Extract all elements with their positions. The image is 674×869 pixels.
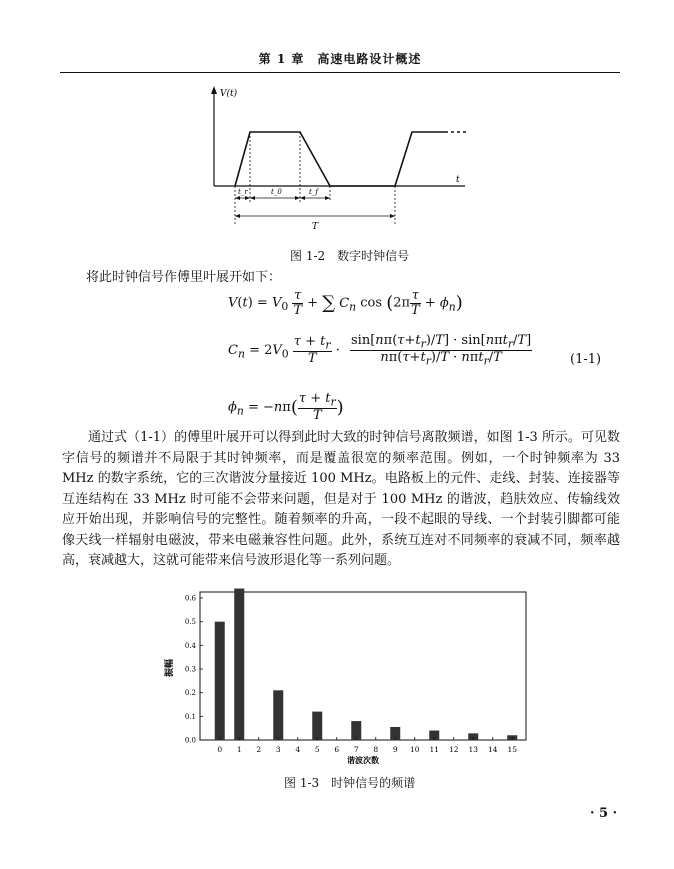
- equation-phi: $\phi_n = -n\pi$( $\frac{\tau + t_r}{T}$ ): [228, 391, 344, 423]
- y-tick-label: 0.2: [184, 689, 196, 698]
- x-tick-label: 15: [507, 745, 518, 754]
- spectrum-bar: [215, 622, 225, 740]
- header-rule: [60, 72, 620, 73]
- rise-time-label: t_r: [238, 188, 248, 196]
- figure-3-caption: 图 1-3 时钟信号的频谱: [284, 776, 416, 790]
- fall-time-label: t_f: [309, 188, 318, 196]
- y-tick-label: 0.0: [184, 736, 196, 745]
- y-tick-label: 0.1: [184, 712, 196, 721]
- chapter-header: 第 1 章 高速电路设计概述: [258, 52, 422, 66]
- x-tick-label: 14: [487, 745, 498, 754]
- high-time-label: t_0: [271, 188, 282, 196]
- x-axis-label: t: [456, 175, 460, 185]
- x-tick-label: 10: [409, 745, 420, 754]
- y-axis-title: 振幅: [165, 658, 175, 678]
- equation-number: (1-1): [570, 352, 602, 367]
- figure-2-caption: 图 1-2 数字时钟信号: [290, 249, 410, 263]
- spectrum-chart: [160, 588, 540, 768]
- equation-v: $V(t) = V_0$ $\frac{\tau}{T}$ + ∑ $C_n$ cos (2π $\frac{\tau}{T}$ + $\phi_n$): [228, 288, 463, 318]
- x-tick-label: 4: [295, 745, 301, 754]
- equation-cn: $C_n = 2V_0$ $\frac{\tau + t_r}{T}$ · $\frac{\sin[n\pi(\tau+t_r)/T] \cdot \sin[n\pi t_r/T]}{n\pi(\tau+t_r)/T \cdot n\pi t_r/T}$: [228, 333, 532, 368]
- plot-frame: [200, 592, 526, 740]
- spectrum-bar: [234, 589, 244, 740]
- x-tick-label: 13: [468, 745, 479, 754]
- y-tick-label: 0.6: [184, 594, 196, 603]
- body-paragraph: 通过式（1-1）的傅里叶展开可以得到此时大致的时钟信号离散频谱，如图 1-3 所示。可见数字信号的频谱并不局限于其时钟频率，而是覆盖很宽的频率范围。例如，一个时钟频率为 33 MHz 的数字系统，它的三次谐波分量接近 100 MHz。电路板上的元件、走线、封装、连接器等互连结构在 33 MHz 时可能不会带来问题，但是对于 100 MHz 的谐波，趋肤效应、传输线效应开始出现，并影响信号的完整性。随着频率的升高，一段不起眼的导线、一个封装引脚都可能像天线一样辐射电磁波，带来电磁兼容性问题。此外，系统互连对不同频率的衰减不同，频率越高，衰减越大，这就可能带来信号波形退化等一系列问题。: [62, 430, 620, 568]
- x-tick-label: 3: [275, 745, 281, 754]
- arrow-heads: [235, 196, 395, 218]
- x-tick-label: 12: [448, 745, 459, 754]
- x-tick-label: 7: [353, 745, 359, 754]
- x-tick-label: 0: [217, 745, 223, 754]
- clock-waveform: [235, 132, 445, 186]
- x-tick-label: 1: [236, 745, 242, 754]
- y-axis: [211, 86, 217, 186]
- x-tick-label: 6: [334, 745, 340, 754]
- intro-text: 将此时钟信号作傅里叶展开如下：: [86, 270, 282, 285]
- period-label: T: [312, 222, 319, 232]
- x-tick-label: 8: [373, 745, 379, 754]
- clock-signal-figure: [200, 84, 480, 244]
- x-axis-title: 谐波次数: [347, 755, 379, 765]
- y-tick-label: 0.5: [184, 618, 196, 627]
- page-number: · 5 ·: [590, 806, 618, 821]
- spectrum-bar: [273, 690, 283, 740]
- x-tick-label: 9: [392, 745, 398, 754]
- guide-lines: [235, 132, 395, 224]
- y-tick-label: 0.3: [184, 665, 196, 674]
- x-tick-label: 11: [429, 745, 440, 754]
- y-axis-label: V(t): [220, 89, 238, 99]
- y-tick-label: 0.4: [184, 641, 196, 650]
- interval-arrows: [235, 198, 395, 216]
- x-tick-label: 5: [314, 745, 320, 754]
- spectrum-bar: [312, 712, 322, 740]
- x-tick-label: 2: [256, 745, 262, 754]
